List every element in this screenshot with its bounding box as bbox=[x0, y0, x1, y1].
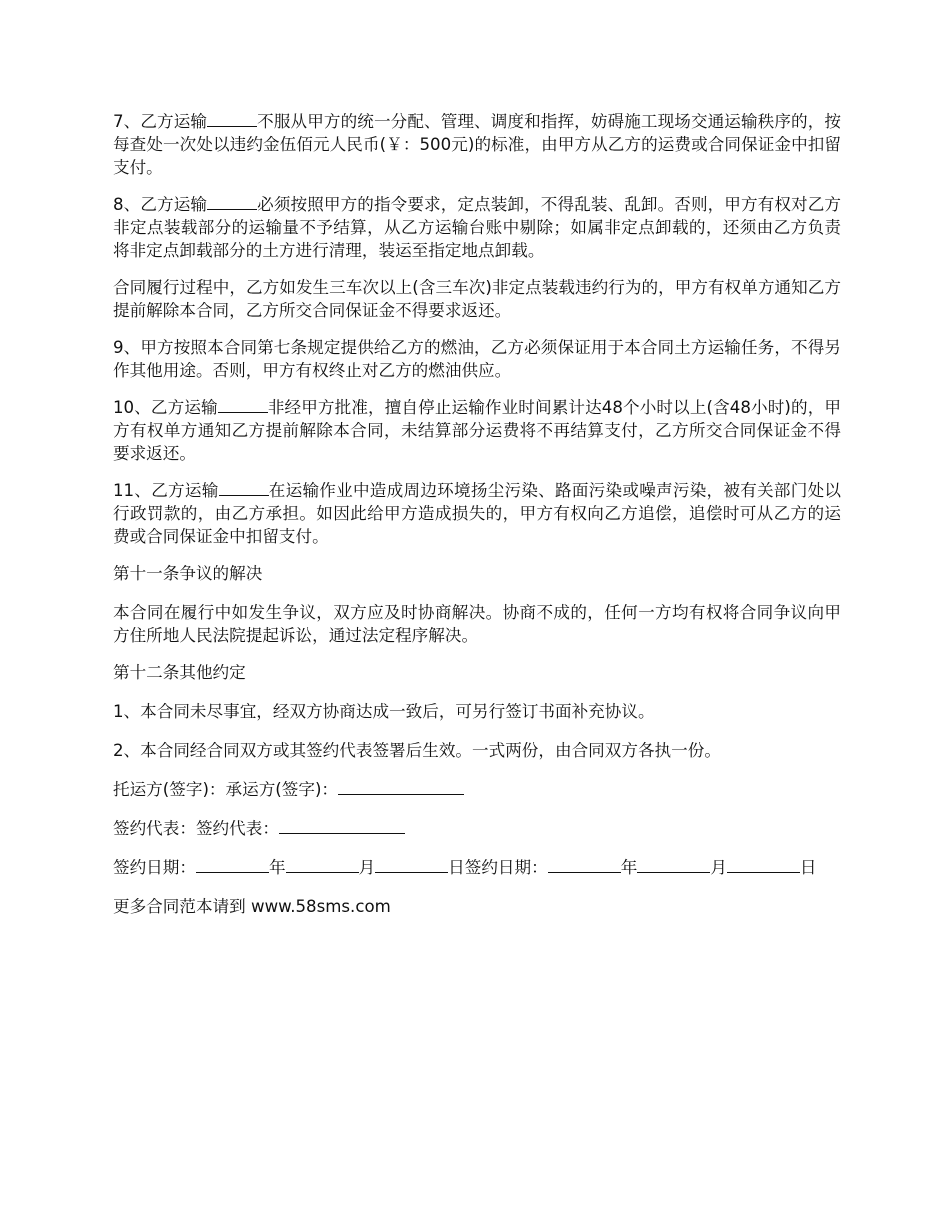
footer-link-text: 更多合同范本请到 www.58sms.com bbox=[113, 897, 391, 916]
clause-7 bbox=[113, 110, 841, 179]
clause-8-prefix: 8、乙方运输 bbox=[113, 195, 208, 214]
blank-line bbox=[218, 398, 268, 413]
date-blank bbox=[637, 858, 710, 873]
blank-line bbox=[207, 112, 257, 127]
document-page bbox=[113, 110, 841, 934]
clause-10-prefix: 10、乙方运输 bbox=[113, 398, 218, 417]
signature-parties-label: 托运方(签字)：承运方(签字)： bbox=[113, 780, 339, 799]
clause-10 bbox=[113, 396, 841, 465]
clause-11-prefix: 11、乙方运输 bbox=[113, 481, 219, 500]
performance-paragraph: 合同履行过程中，乙方如发生三车次以上(含三车次)非定点装载违约行为的，甲方有权单方通知乙方提前解除本合同，乙方所交合同保证金不得要求返还。 bbox=[113, 278, 841, 320]
clause-8 bbox=[113, 193, 841, 262]
day-label: 日 bbox=[799, 858, 817, 877]
signature-representatives bbox=[113, 817, 841, 840]
clause-8-text: 必须按照甲方的指令要求，定点装卸，不得乱装、乱卸。否则，甲方有权对乙方非定点装载部分的运输量不予结算，从乙方运输台账中剔除；如属非定点卸载的，还须由乙方负责将非定点卸载部分的土方进行清理，装运至指定地点卸载。 bbox=[113, 195, 842, 260]
signature-blank bbox=[279, 819, 405, 834]
signature-blank bbox=[338, 780, 464, 795]
blank-line bbox=[207, 195, 257, 210]
date-blank bbox=[286, 858, 359, 873]
clause-10-text: 非经甲方批准，擅自停止运输作业时间累计达48个小时以上(含48小时)的，甲方有权单方通知乙方提前解除本合同，未结算部分运费将不再结算支付，乙方所交合同保证金不得要求返还。 bbox=[113, 398, 841, 463]
date-blank bbox=[548, 858, 621, 873]
month-label-2: 月 bbox=[710, 858, 727, 877]
article-12-heading: 第十二条其他约定 bbox=[113, 663, 246, 682]
date-blank bbox=[196, 858, 269, 873]
month-label: 月 bbox=[358, 858, 376, 877]
signature-dates bbox=[113, 856, 841, 879]
date-blank bbox=[375, 858, 448, 873]
article-12-item-2: 2、本合同经合同双方或其签约代表签署后生效。一式两份，由合同双方各执一份。 bbox=[113, 741, 721, 760]
clause-9: 9、甲方按照本合同第七条规定提供给乙方的燃油，乙方必须保证用于本合同土方运输任务，不得另作其他用途。否则，甲方有权终止对乙方的燃油供应。 bbox=[113, 338, 841, 380]
year-label: 年 bbox=[268, 858, 286, 877]
clause-11 bbox=[113, 479, 841, 548]
date-label: 签约日期： bbox=[113, 858, 196, 877]
blank-line bbox=[219, 481, 269, 496]
article-11-heading: 第十一条争议的解决 bbox=[113, 564, 263, 583]
clause-7-prefix: 7、乙方运输 bbox=[113, 112, 208, 131]
date-label-2: 日签约日期： bbox=[448, 858, 548, 877]
year-label-2: 年 bbox=[620, 858, 638, 877]
clause-7-text: 不服从甲方的统一分配、管理、调度和指挥，妨碍施工现场交通运输秩序的，按每查处一次处以违约金伍佰元人民币(￥：500元)的标准，由甲方从乙方的运费或合同保证金中扣留支付。 bbox=[113, 112, 842, 177]
date-blank bbox=[727, 858, 800, 873]
signature-parties bbox=[113, 778, 841, 801]
signature-reps-label: 签约代表：签约代表： bbox=[113, 819, 279, 838]
article-12-item-1: 1、本合同未尽事宜，经双方协商达成一致后，可另行签订书面补充协议。 bbox=[113, 702, 655, 721]
article-11-body: 本合同在履行中如发生争议，双方应及时协商解决。协商不成的，任何一方均有权将合同争议向甲方住所地人民法院提起诉讼，通过法定程序解决。 bbox=[113, 603, 841, 645]
clause-11-text: 在运输作业中造成周边环境扬尘污染、路面污染或噪声污染，被有关部门处以行政罚款的，由乙方承担。如因此给甲方造成损失的，甲方有权向乙方追偿，追偿时可从乙方的运费或合同保证金中扣留支付。 bbox=[113, 481, 841, 546]
